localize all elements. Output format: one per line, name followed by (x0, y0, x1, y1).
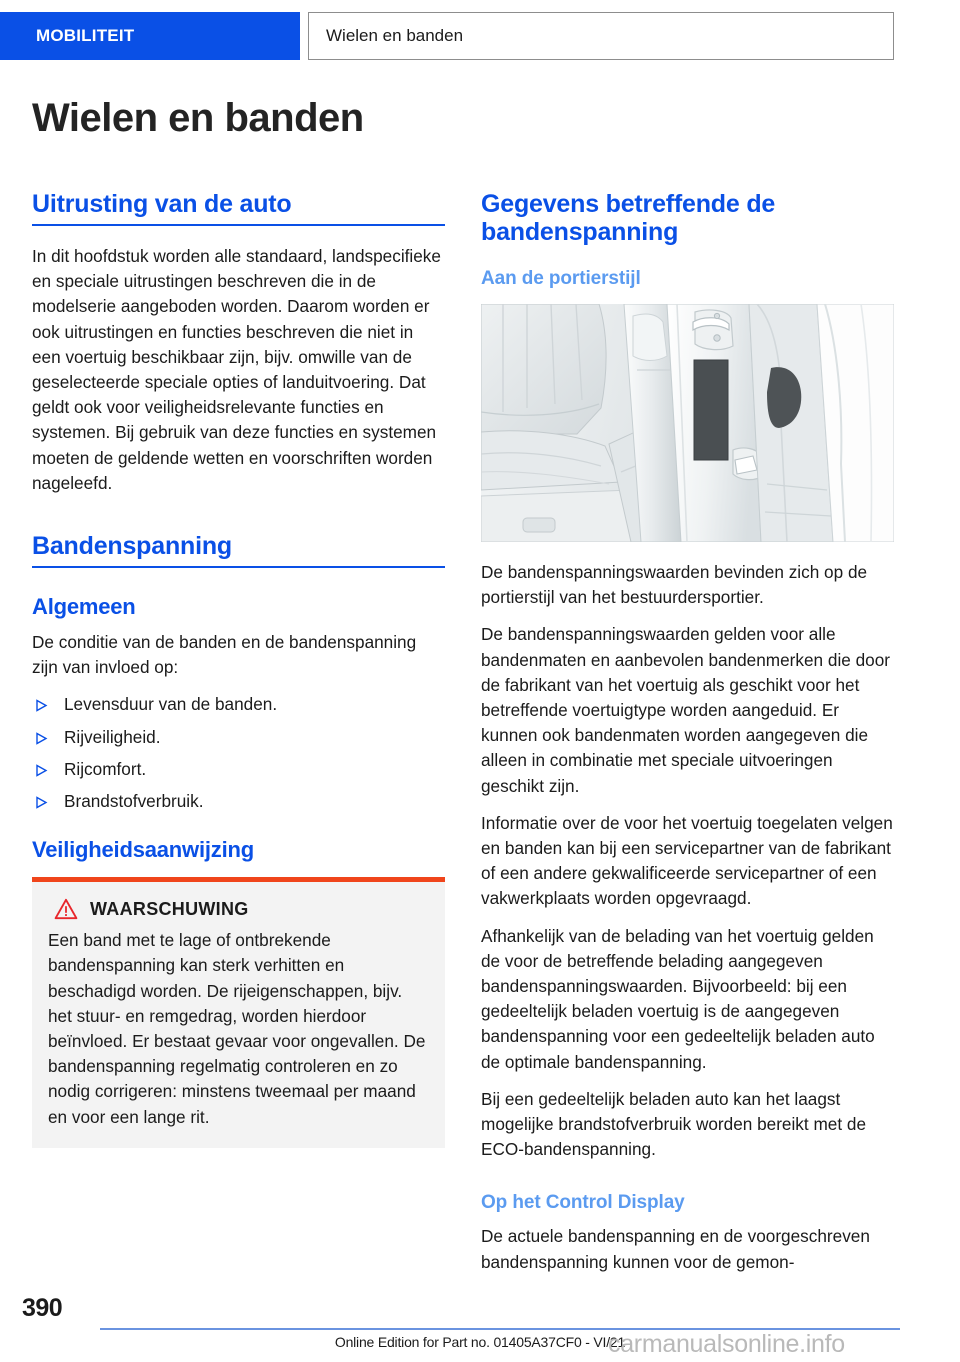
heading-algemeen: Algemeen (32, 594, 136, 620)
section-name-box (308, 12, 894, 60)
paragraph-portierstijl-5: Bij een gedeeltelijk beladen auto kan het laagst mogelijke brandstofverbruik worden bereikt met de ECO-bandenspanning. (481, 1088, 866, 1160)
warning-title: WAARSCHUWING (90, 898, 249, 919)
heading-gegevens-bandenspanning: Gegevens betreffende de bandenspanning (481, 190, 776, 246)
right-column (481, 190, 894, 1275)
bullet-list-invloed (32, 692, 445, 814)
page-number: 390 (22, 1294, 63, 1322)
list-item (32, 692, 445, 717)
paragraph-uitrusting: In dit hoofdstuk worden alle standaard, landspecifieke en speciale uitrustingen beschreven die in de modelserie aangeboden worden. Daarom worden er ook uitrustingen en functies beschreven die niet in een voertuig beschikbaar zijn, bijv. omwille van de geselecteerde speciale opties of landuitvoering. Dat geldt ook voor veiligheidsrelevante functies en systemen. Bij gebruik van deze functies en systemen moeten de geldende wetten en voorschriften worden nageleefd. (32, 246, 441, 493)
running-header (0, 12, 960, 60)
list-item (32, 789, 445, 814)
list-item-label: Brandstofverbruik. (64, 791, 204, 812)
list-item-label: Levensduur van de banden. (64, 694, 278, 715)
door-pillar-illustration (481, 304, 894, 542)
paragraph-portierstijl-3: Informatie over de voor het voertuig toegelaten velgen en banden kan bij een servicepartner van de fabrikant of een andere gekwalificeerde servicepartner of een vakwerkplaats worden opgevraagd. (481, 812, 893, 909)
chapter-tab (0, 12, 300, 60)
heading-op-het-control-display: Op het Control Display (481, 1192, 685, 1214)
heading-veiligheidsaanwijzing: Veiligheidsaanwijzing (32, 837, 254, 863)
list-item (32, 757, 445, 782)
footer-edition-note: Online Edition for Part no. 01405A37CF0 - VI/21 (334, 1334, 626, 1350)
list-item-label: Rijcomfort. (64, 758, 147, 779)
list-item-label: Rijveiligheid. (64, 726, 161, 747)
section-name-label: Wielen en banden (326, 26, 464, 45)
warning-box (32, 877, 445, 1148)
paragraph-portierstijl-1: De bandenspanningswaarden bevinden zich op de portierstijl van het bestuurdersportier. (481, 562, 868, 608)
heading-bandenspanning: Bandenspanning (32, 532, 445, 568)
left-column (32, 190, 445, 1148)
paragraph-portierstijl-2: De bandenspanningswaarden gelden voor alle bandenmaten en aanbevolen bandenmerken die door de fabrikant van het voertuig als geschikt voor het betreffende voertuigtype worden aangeduid. Er kunnen ook bandenmaten worden aangegeven die alleen in combinatie met speciale uitvoeringen geschikt zijn. (481, 624, 891, 796)
warning-header (48, 898, 429, 920)
watermark: carmanualsonline.info (608, 1330, 845, 1358)
paragraph-portierstijl-4: Afhankelijk van de belading van het voertuig gelden de voor de betreffende belading aangegeven bandenspanningswaarden. Bijvoorbeeld: bij een gedeeltelijk beladen voertuig is de aangegeven bandenspanning voor een gedeeltelijk beladen auto de optimale bandenspanning. (481, 925, 875, 1072)
chapter-tab-label: MOBILITEIT (36, 26, 135, 45)
warning-text: Een band met te lage of ontbrekende bandenspanning kan sterk verhitten en beschadigd worden. De rijeigenschappen, bijv. het stuur- en remgedrag, worden hierdoor beïnvloed. Er bestaat gevaar voor ongevallen. De bandenspanning regelmatig controleren en zo nodig corrigeren: minstens tweemaal per maand en voor een lange rit. (48, 930, 426, 1127)
heading-uitrusting-van-de-auto: Uitrusting van de auto (32, 190, 445, 226)
page-title: Wielen en banden (32, 96, 364, 140)
warning-triangle-icon (54, 898, 78, 920)
list-item (32, 725, 445, 750)
paragraph-control-display: De actuele bandenspanning en de voorgeschreven bandenspanning kunnen voor de gemon- (481, 1226, 870, 1272)
heading-aan-de-portierstijl: Aan de portierstijl (481, 268, 641, 289)
paragraph-algemeen: De conditie van de banden en de bandenspanning zijn van invloed op: (32, 632, 417, 678)
footer-divider (100, 1328, 900, 1330)
